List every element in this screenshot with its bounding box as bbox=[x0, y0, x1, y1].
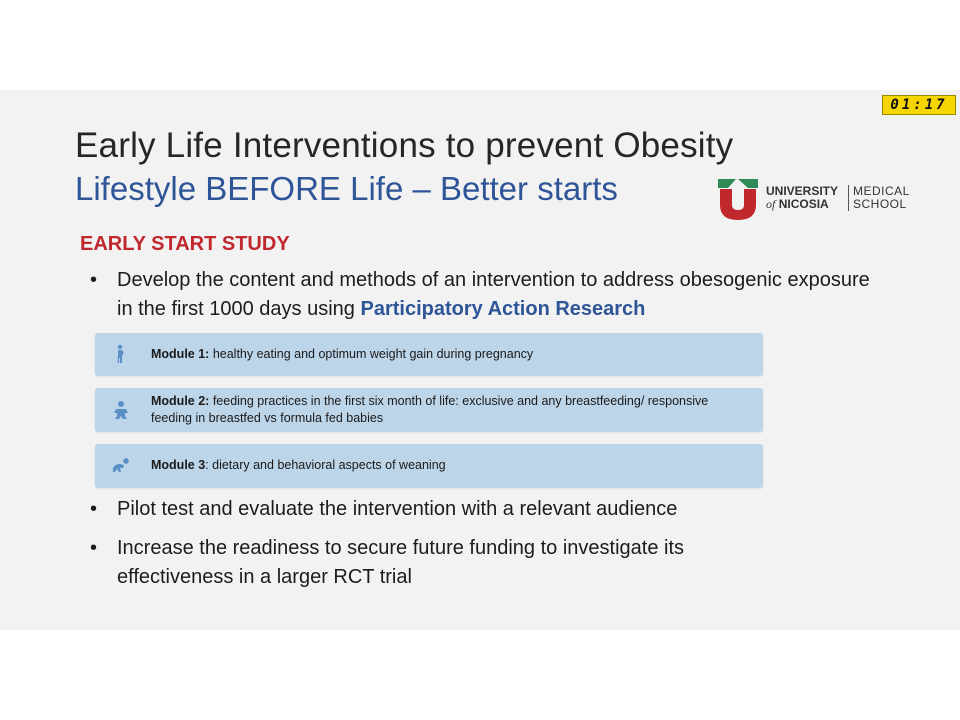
study-heading: EARLY START STUDY bbox=[80, 233, 290, 255]
crawling-baby-icon bbox=[111, 456, 131, 476]
module-card-3 bbox=[95, 444, 763, 488]
bullet-item-2 bbox=[90, 495, 890, 524]
bullet-text: Develop the content and methods of an intervention to address obesogenic exposure in the first 1000 days using bbox=[117, 269, 870, 320]
bullet-text: Increase the readiness to secure future funding to investigate its effectiveness in a larger RCT trial bbox=[117, 537, 685, 588]
bullet-item-3 bbox=[90, 534, 890, 592]
participatory-action-research-highlight: Participatory Action Research bbox=[360, 298, 646, 320]
university-logo-icon bbox=[716, 177, 760, 221]
university-logo bbox=[716, 177, 916, 221]
bullet-dot: • bbox=[90, 269, 98, 291]
pregnant-woman-icon bbox=[111, 344, 131, 364]
module-card-1 bbox=[95, 333, 763, 376]
module-2-text: Module 2: feeding practices in the first six month of life: exclusive and any breastfeeding/ responsive feeding in breastfed vs formula fed babies bbox=[151, 394, 709, 425]
module-3-text: Module 3: dietary and behavioral aspects of weaning bbox=[151, 458, 446, 472]
slide-title: Early Life Interventions to prevent Obesity bbox=[75, 126, 734, 165]
timer-value: 01:17 bbox=[890, 97, 948, 113]
logo-school-name: MEDICAL SCHOOL bbox=[853, 184, 910, 211]
bullet-text: Pilot test and evaluate the intervention with a relevant audience bbox=[117, 498, 678, 520]
logo-divider bbox=[848, 185, 849, 211]
bullet-dot: • bbox=[90, 498, 98, 520]
bullet-item-1 bbox=[90, 266, 890, 324]
slide-subtitle: Lifestyle BEFORE Life – Better starts bbox=[75, 170, 618, 207]
logo-university-name: UNIVERSITY of NICOSIA bbox=[766, 184, 839, 211]
module-1-text: Module 1: healthy eating and optimum weight gain during pregnancy bbox=[151, 347, 534, 361]
module-card-2 bbox=[95, 388, 763, 432]
slide bbox=[0, 90, 960, 630]
timer-display bbox=[882, 95, 956, 115]
baby-icon bbox=[111, 400, 131, 420]
bullet-dot: • bbox=[90, 537, 98, 559]
